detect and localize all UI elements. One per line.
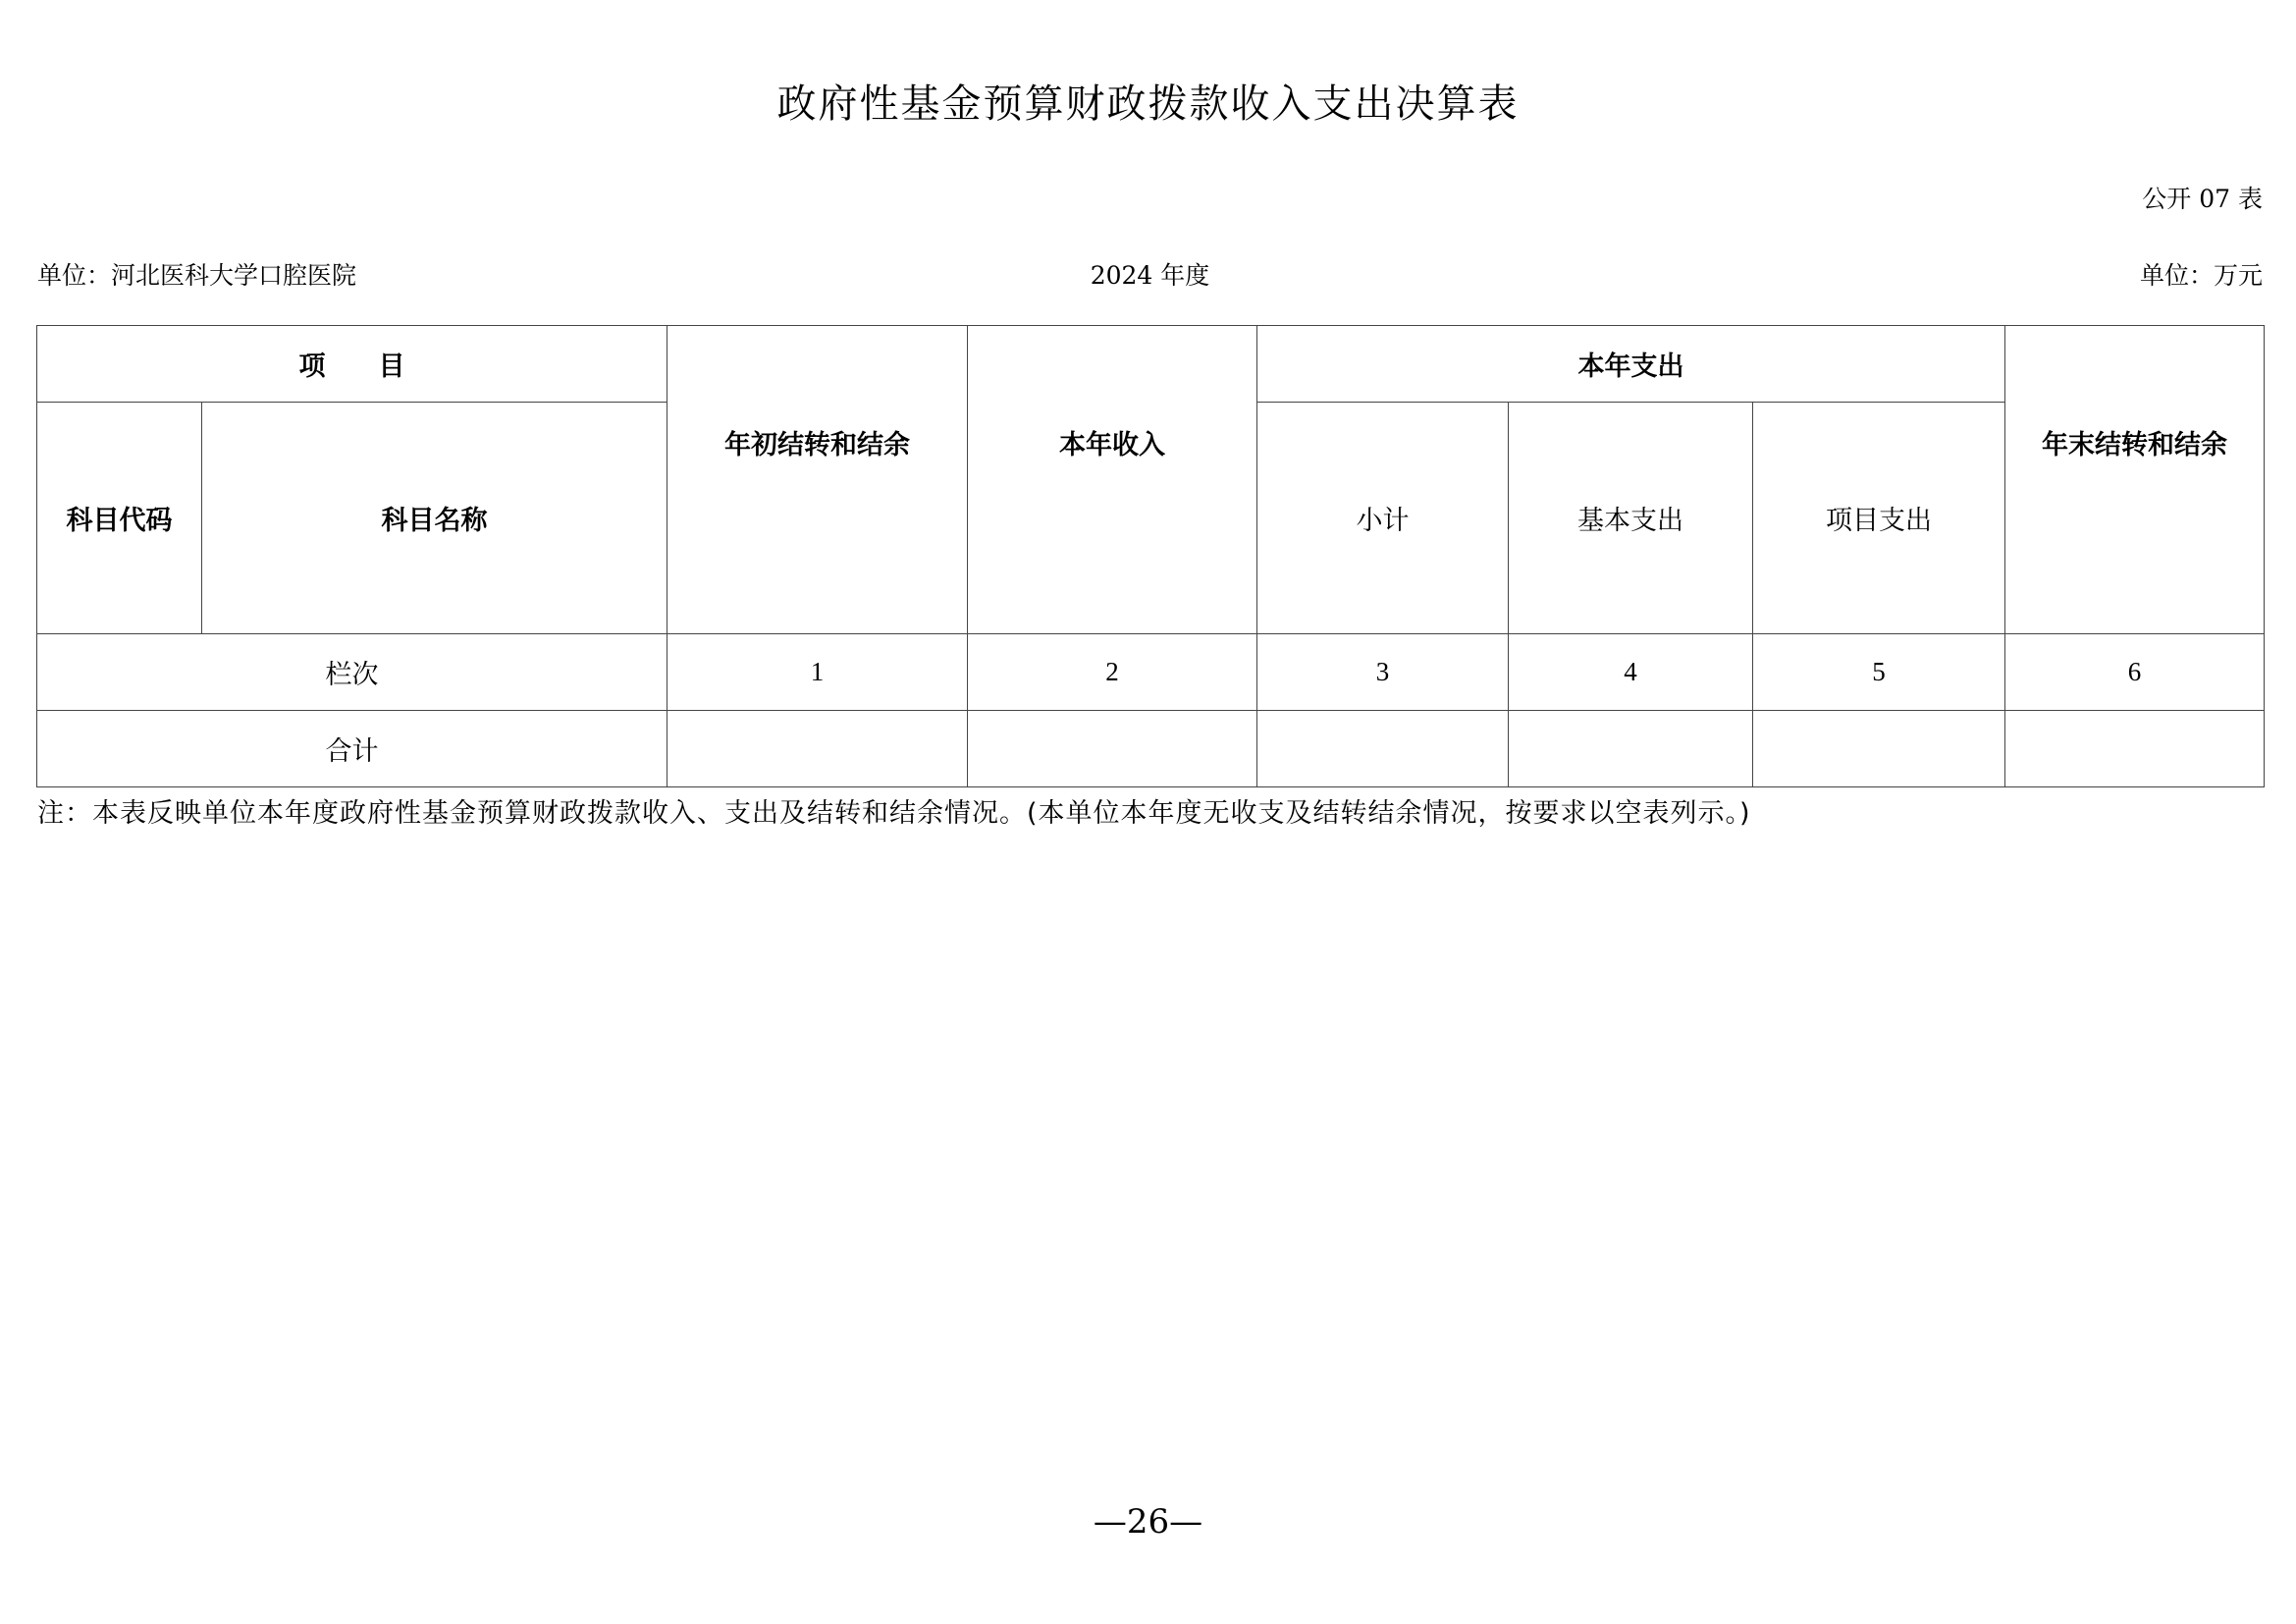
total-cell [1257,711,1509,787]
column-index-label: 栏次 [37,634,667,711]
document-title: 政府性基金预算财政拨款收入支出决算表 [776,81,1520,127]
column-index-cell: 6 [2005,634,2265,711]
budget-table [36,325,2265,787]
header-current-expense: 本年支出 [1257,326,2005,403]
header-subtotal: 小计 [1257,403,1509,634]
header-current-income-label: 本年收入 [1059,430,1165,460]
table-row [37,634,2265,711]
total-cell [2005,711,2265,787]
total-cell [968,711,1257,787]
header-opening-balance [667,326,968,634]
currency-unit: 单位：万元 [2139,261,2263,290]
form-number: 公开 07 表 [2142,185,2263,213]
page-number: —26— [1093,1502,1203,1542]
table-note: 注：本表反映单位本年度政府性基金预算财政拨款收入、支出及结转和结余情况。(本单位本年度无收支及结转结余情况，按要求以空表列示。) [37,798,1751,829]
column-index-cell: 4 [1509,634,1753,711]
meta-row [37,260,2263,292]
fiscal-year: 2024 年度 [1090,261,1210,290]
header-subject-code: 科目代码 [37,403,202,634]
reporting-unit: 单位：河北医科大学口腔医院 [37,261,357,290]
header-item: 项 目 [37,326,667,403]
header-project-expense: 项目支出 [1753,403,2005,634]
header-closing-balance [2005,326,2265,634]
column-index-cell: 3 [1257,634,1509,711]
header-opening-balance-label: 年初结转和结余 [724,430,910,460]
total-label: 合计 [37,711,667,787]
header-closing-balance-label: 年末结转和结余 [2042,430,2228,460]
total-cell [1753,711,2005,787]
table-row [37,711,2265,787]
column-index-cell: 1 [667,634,968,711]
column-index-cell: 2 [968,634,1257,711]
header-subject-name: 科目名称 [202,403,667,634]
total-cell [667,711,968,787]
header-basic-expense: 基本支出 [1509,403,1753,634]
total-cell [1509,711,1753,787]
column-index-cell: 5 [1753,634,2005,711]
header-current-income [968,326,1257,634]
